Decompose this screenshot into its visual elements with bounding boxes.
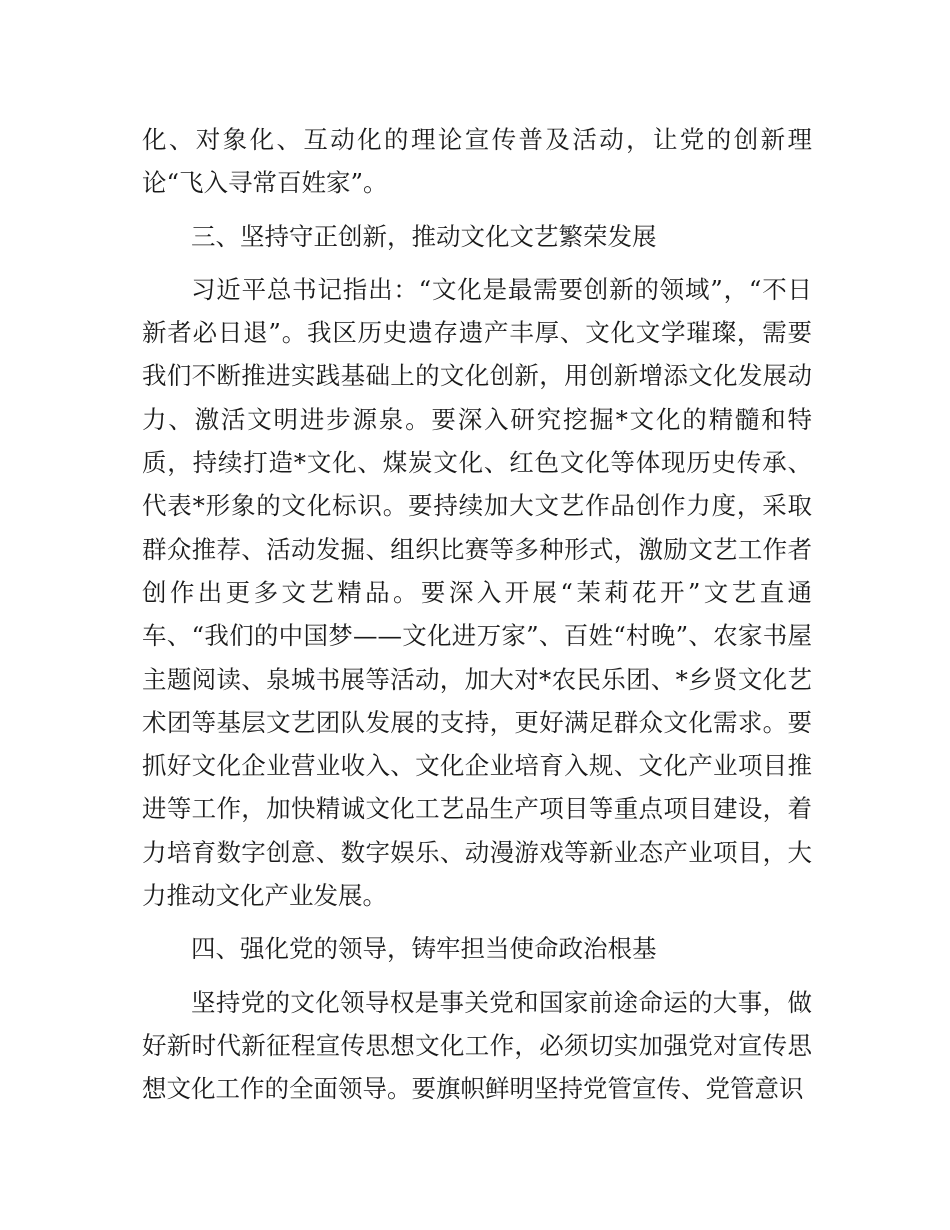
section-heading-three: 三、坚持守正创新，推动文化文艺繁荣发展	[191, 221, 657, 251]
section-heading-four: 四、强化党的领导，铸牢担当使命政治根基	[191, 934, 657, 964]
document-page	[142, 118, 812, 1121]
paragraph-culture-innovation: 习近平总书记指出：“文化是最需要创新的领域”，“不日新者必日退”。我区历史遗存遗产丰厚、文化文学璀璨，需要我们不断推进实践基础上的文化创新，用创新增添文化发展动力、激活文明进步源泉。要深入研究挖掘*文化的精髓和特质，持续打造*文化、煤炭文化、红色文化等体现历史传承、代表*形象的文化标识。要持续加大文艺作品创作力度，采取群众推荐、活动发掘、组织比赛等多种形式，激励文艺工作者创作出更多文艺精品。要深入开展“茉莉花开”文艺直通车、“我们的中国梦——文化进万家”、百姓“村晚”、农家书屋主题阅读、泉城书展等活动，加大对*农民乐团、*乡贤文化艺术团等基层文艺团队发展的支持，更好满足群众文化需求。要抓好文化企业营业收入、文化企业培育入规、文化产业项目推进等工作，加快精诚文化工艺品生产项目等重点项目建设，着力培育数字创意、数字娱乐、动漫游戏等新业态产业项目，大力推动文化产业发展。	[142, 274, 812, 911]
paragraph-continuation: 化、对象化、互动化的理论宣传普及活动，让党的创新理论“飞入寻常百姓家”。	[142, 125, 812, 198]
paragraph-party-leadership: 坚持党的文化领导权是事关党和国家前途命运的大事，做好新时代新征程宣传思想文化工作，必须切实加强党对宣传思想文化工作的全面领导。要旗帜鲜明坚持党管宣传、党管意识	[142, 987, 812, 1104]
